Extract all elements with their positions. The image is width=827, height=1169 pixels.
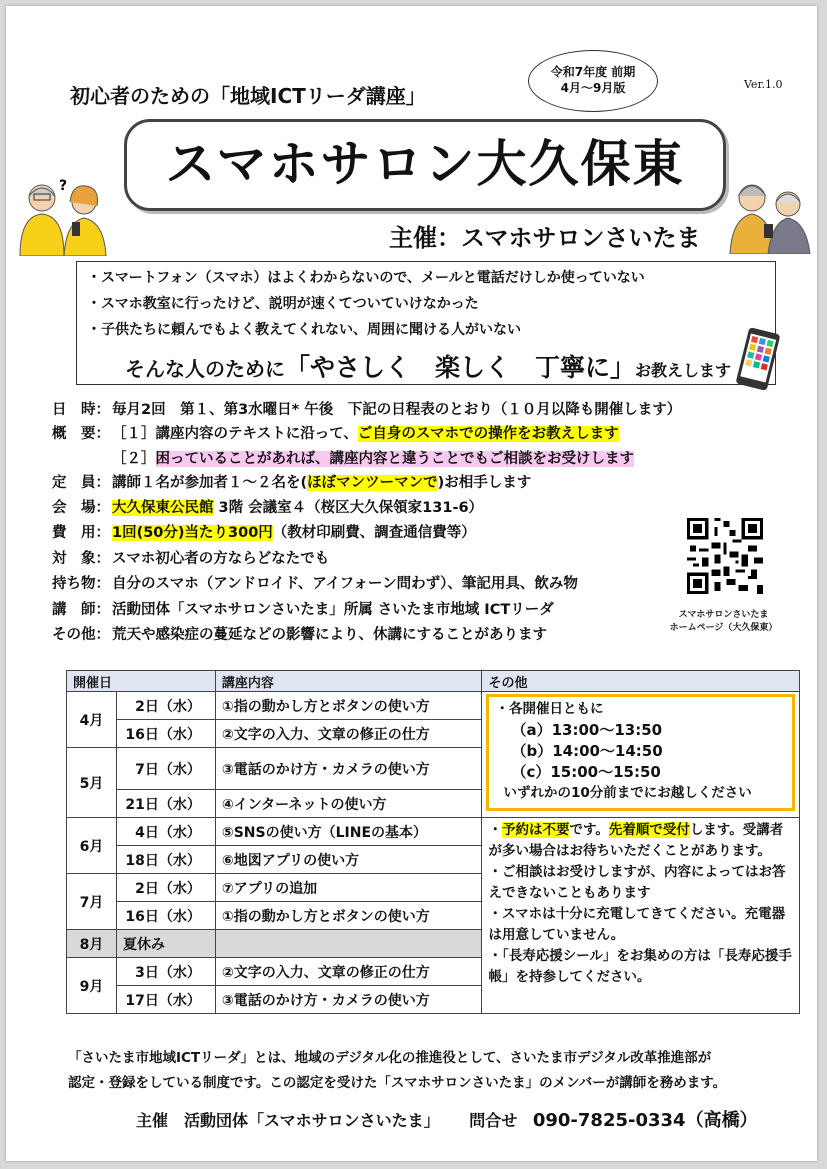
date-cell: 2日（水） (116, 874, 215, 902)
version-label: Ver.1.0 (744, 78, 783, 91)
info-label: 概 要： (52, 426, 110, 442)
highlight: 予約は不要 (501, 822, 570, 838)
concerns-box (76, 261, 776, 385)
info-label: 対 象： (52, 551, 110, 567)
period-line2: 4月～9月版 (560, 81, 626, 95)
highlight: 先着順で受付 (608, 822, 690, 838)
month-cell: 7月 (67, 874, 117, 930)
times-box (486, 694, 795, 811)
column-header: その他 (482, 671, 800, 692)
content-cell: ⑤SNSの使い方（LINEの基本） (215, 818, 482, 846)
info-overview-2 (112, 447, 634, 468)
note-text: します。受講者が多い場合はお待ちいただくことがあります。 (488, 822, 784, 859)
info-lecturer (52, 598, 554, 619)
month-cell: 5月 (67, 748, 117, 818)
times-note: いずれかの10分前までにお越しください (503, 785, 752, 801)
date-cell: 4日（水） (116, 818, 215, 846)
highlight: 大久保東公民館 (112, 500, 214, 516)
content-cell: ③電話のかけ方・カメラの使い方 (215, 748, 482, 790)
footer-organizer: 主催 活動団体「スマホサロンさいたま」 (136, 1111, 440, 1130)
flyer-page (6, 6, 817, 1161)
concern-item: ・スマートフォン（スマホ）はよくわからないので、メールと電話だけしか使っていない (87, 270, 645, 286)
date-cell: 16日（水） (116, 720, 215, 748)
info-other (52, 623, 547, 644)
time-slot: （c）15:00～15:50 (511, 763, 661, 781)
info-label: 費 用： (52, 525, 110, 541)
contact-label: 問合せ (469, 1111, 518, 1130)
content-cell: ⑥地図アプリの使い方 (215, 846, 482, 874)
note-longevity: ・「長寿応援シール」をお集めの方は「長寿応援手帳」を持参してください。 (488, 948, 792, 985)
content-cell: ③電話のかけ方・カメラの使い方 (215, 986, 482, 1014)
organizer-heading: 主催：スマホサロンさいたま (389, 224, 701, 252)
month-cell: 4月 (67, 692, 117, 748)
content-cell (215, 930, 482, 958)
date-cell: 2日（水） (116, 692, 215, 720)
note-text: です。 (569, 822, 609, 838)
note-charge: ・スマホは十分に充電してきてください。充電器は用意していません。 (488, 906, 786, 943)
qr-caption-line: ホームページ（大久保東） (669, 623, 778, 633)
content-cell: ①指の動かし方とボタンの使い方 (215, 692, 482, 720)
info-datetime (52, 398, 681, 419)
qr-caption-line: スマホサロンさいたま (678, 610, 769, 620)
schedule-table (66, 670, 800, 1014)
info-value: )お相手します (437, 475, 532, 491)
info-value: ［１］講座内容のテキストに沿って、 (112, 426, 358, 442)
info-capacity (52, 471, 531, 492)
info-label: その他： (52, 627, 110, 643)
ict-leader-footnote (68, 1046, 726, 1096)
date-cell: 18日（水） (116, 846, 215, 874)
date-cell: 夏休み (116, 930, 215, 958)
info-label: 持ち物： (52, 576, 110, 592)
date-cell: 21日（水） (116, 790, 215, 818)
content-cell: ⑦アプリの追加 (215, 874, 482, 902)
content-cell: ②文字の入力、文章の修正の仕方 (215, 720, 482, 748)
slogan (125, 348, 731, 384)
seniors-puzzled-illustration (12, 176, 112, 256)
seniors-smartphone-illustration (726, 174, 812, 254)
footnote-line: 認定・登録をしている制度です。この認定を受けた「スマホサロンさいたま」のメンバーが講師を務めます。 (68, 1075, 727, 1091)
date-cell: 7日（水） (116, 748, 215, 790)
info-overview-1 (52, 422, 619, 443)
highlight: 1回(50分)当たり300円 (112, 525, 273, 541)
month-cell: 8月 (67, 930, 117, 958)
period-bubble (528, 50, 658, 112)
info-value: ［２］ (112, 451, 156, 467)
time-slot: （a）13:00～13:50 (511, 721, 663, 739)
info-value: 荒天や感染症の蔓延などの影響により、休講にすることがあります (112, 627, 547, 643)
info-venue (52, 496, 483, 517)
info-label: 日 時： (52, 402, 110, 418)
highlight: 困っていることがあれば、講座内容と違うことでもご相談をお受けします (155, 451, 634, 467)
info-value: 毎月2回 第１、第3水曜日* 午後 下記の日程表のとおり（１０月以降も開催します） (112, 402, 682, 418)
content-cell: ②文字の入力、文章の修正の仕方 (215, 958, 482, 986)
month-cell: 9月 (67, 958, 117, 1014)
info-label: 定 員： (52, 475, 110, 491)
date-cell: 16日（水） (116, 902, 215, 930)
period-line1: 令和7年度 前期 (550, 65, 636, 79)
table-row (67, 692, 800, 720)
info-target (52, 547, 329, 568)
column-header: 開催日 (67, 671, 216, 692)
date-cell: 17日（水） (116, 986, 215, 1014)
slogan-suffix: お教えします (635, 361, 732, 380)
footnote-line: 「さいたま市地域ICTリーダ」とは、地域のデジタル化の推進役として、さいたま市デジタル改革推進部が (68, 1050, 712, 1066)
month-cell: 6月 (67, 818, 117, 874)
info-value: （教材印刷費、調査通信費等） (272, 525, 476, 541)
highlight: ほぼマンツーマンで (307, 475, 438, 491)
info-label: 講 師： (52, 602, 110, 618)
qr-caption (656, 609, 791, 635)
note-reservation (488, 820, 793, 862)
footer (136, 1106, 758, 1132)
date-cell: 3日（水） (116, 958, 215, 986)
concern-item: ・スマホ教室に行ったけど、説明が速くてついていけなかった (87, 296, 479, 312)
main-title: スマホサロン大久保東 (124, 119, 726, 211)
info-fee (52, 521, 476, 542)
info-value: 自分のスマホ（アンドロイド、アイフォーン問わず）、筆記用具、飲み物 (112, 576, 578, 592)
content-cell: ①指の動かし方とボタンの使い方 (215, 902, 482, 930)
column-header: 講座内容 (215, 671, 482, 692)
table-row (67, 818, 800, 846)
time-slot: （b）14:00～14:50 (511, 742, 663, 760)
smartphone-icon (734, 326, 782, 392)
note-consultation: ・ご相談はお受けしますが、内容によってはお答えできないこともあります (488, 864, 786, 901)
course-subtitle: 初心者のための「地域ICTリーダ講座」 (70, 84, 426, 108)
note-text: ・ (488, 822, 502, 838)
info-value: 活動団体「スマホサロンさいたま」所属 さいたま市地域 ICTリーダ (112, 602, 554, 618)
info-label: 会 場： (52, 500, 110, 516)
qr-code[interactable] (687, 518, 763, 594)
svg-text:?: ? (59, 178, 68, 194)
info-value: 3階 会議室４（桜区大久保領家131-6） (213, 500, 484, 516)
notes-cell (482, 818, 800, 1014)
times-title: ・各開催日ともに (495, 701, 604, 717)
slogan-main: 「やさしく 楽しく 丁寧に」 (285, 353, 636, 382)
info-bring (52, 572, 578, 593)
info-value: 講師１名が参加者１～２名を( (112, 475, 308, 491)
slogan-prefix: そんな人のために (125, 357, 285, 381)
info-value: スマホ初心者の方ならどなたでも (112, 551, 330, 567)
table-header-row (67, 671, 800, 692)
contact-phone[interactable]: 090-7825-0334（高橋） (532, 1110, 758, 1131)
concern-item: ・子供たちに頼んでもよく教えてくれない、周囲に聞ける人がいない (87, 322, 521, 338)
highlight: ご自身のスマホでの操作をお教えします (357, 426, 619, 442)
times-cell (482, 692, 800, 818)
content-cell: ④インターネットの使い方 (215, 790, 482, 818)
